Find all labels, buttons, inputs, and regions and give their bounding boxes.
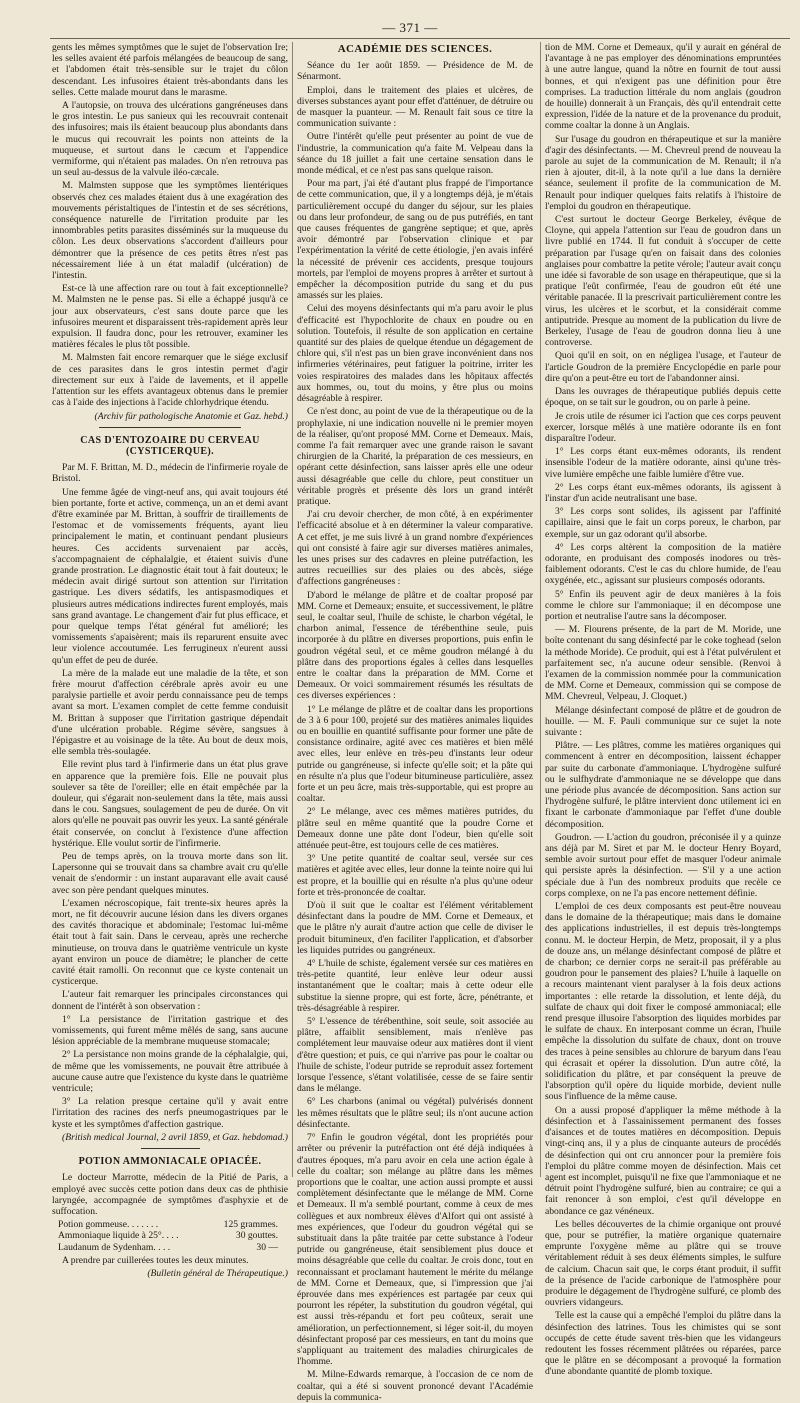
column-middle <box>297 42 533 1403</box>
ingredient: Laudanum de Sydenham. . . . <box>58 1241 171 1253</box>
paragraph: Elle revint plus tard à l'infirmerie dans un état plus grave en apparence que la première fois. Elle ne pouvait plus soulever sa tête de l'oreiller; elle en était empêchée par la douleur, qui s'égarait non-seulement dans la tête, mais aussi dans le cou. Sangsues, soulagement de peu de durée. On vit alors qu'elle ne pouvait pas ouvrir les yeux. La santé générale était conservée, on conclut à l'existence d'une affection hystérique. Elle voulut sortir de l'infirmerie. <box>52 759 288 849</box>
paragraph: Je crois utile de résumer ici l'action que ces corps peuvent exercer, lorsque mêlés à une matière odorante ils en font disparaître l'odeur. <box>545 410 781 444</box>
paragraph: C'est surtout le docteur George Berkeley, évêque de Cloyne, qui appela l'attention sur l'eau de goudron dans un livre publié en 1744. Il fut conduit à s'occuper de cette préparation par l'usage qu'en on faisait dans des colonies anglaises pour combattre la petite vérole; l'auteur avait conçu une idée si favorable de son usage en thérapeutique, que si la pratique l'eût confirmée, l'eau de goudron eût été une véritable panacée. Il la prescrivait particulièrement contre les virus, les ulcères et le scorbut, et la considérait comme antiputride. Presque au moment de la publication du livre de Berkeley, l'usage de l'eau de goudron donna lieu à une controverse. <box>545 214 781 349</box>
section-heading: ACADÉMIE DES SCIENCES. <box>337 43 493 55</box>
dose: 30 gouttes. <box>235 1230 278 1242</box>
paragraph: D'abord le mélange de plâtre et de coaltar proposé par MM. Corne et Demeaux; ensuite, et successivement, le plâtre seul, le coaltar seul, l'huile de schiste, le charbon végétal, le charbon animal, l'essence de térébenthine seule, puis incorporée à du plâtre en diverses proportions, puis enfin le goudron végétal seul, et ce même goudron mélangé à du plâtre dans des proportions égales à celles dans lesquelles entre le coaltar dans la préparation de MM. Corne et Demeaux. Or voici sommairement résumés les résultats de ces diverses expériences : <box>297 589 533 702</box>
header-rule <box>50 38 790 39</box>
section-rule <box>141 1148 200 1149</box>
paragraph: M. Malmsten suppose que les symptômes lientériques observés chez ces malades étaient dus à une exagération des mouvements péristaltiques de l'intestin et de ses sécrétions, conséquence naturelle de l'irritation produite par les innombrables petits parasites disséminés sur la muqueuse du côlon. Les deux observations s'accordent d'ailleurs pour démontrer que la présence de ces petits êtres n'est pas nécessairement liée à un état maladif (ulcération) de l'intestin. <box>52 180 288 282</box>
paragraph: 4° Les corps altèrent la composition de la matière odorante, en produisant des composés inodores ou très-faiblement odorants. C'est le cas du chlore humide, de l'eau oxygénée, etc., agissant sur plusieurs composés odorants. <box>545 541 781 587</box>
prescription <box>52 1219 288 1253</box>
paragraph: 2° Les corps étant eux-mêmes odorants, ils agissent à l'instar d'un acide neutralisant une base. <box>545 481 781 504</box>
paragraph: D'où il suit que le coaltar est l'élément véritablement désinfectant dans la poudre de MM. Corne et Demeaux, et que le plâtre n'y aurait d'autre action que celle de diviser le produit bitumineux, d'en faciliter l'application, et d'absorber les liquides putrides ou gangréneux. <box>297 900 533 956</box>
paragraph: 1° Le mélange de plâtre et de coaltar dans les proportions de 3 à 6 pour 100, projeté sur des matières animales liquides ou en bouillie en quantité suffisante pour former une pâte de consistance ordinaire, agité avec ces matières et bien mêlé avec elles, leur enlève en très-peu d'instants leur odeur putride ou gangréneuse, si infecte qu'elle soit; et la pâte qui en résulte n'a plus que l'odeur bitumineuse particulière, assez forte et un peu âcre, mais très-supportable, qui est propre au coaltar. <box>297 703 533 805</box>
paragraph: 1° Les corps étant eux-mêmes odorants, ils rendent insensible l'odeur de la matière odorante, ainsi qu'une très-vive lumière empêche une faible lumière d'être vue. <box>545 446 781 480</box>
source-citation: (British medical Journal, 2 avril 1859, et Gaz. hebdomad.) <box>62 1131 288 1143</box>
paragraph: Telle est la cause qui a empêché l'emploi du plâtre dans la désinfection des latrines. Tous les chimistes qui se sont occupés de cette étude savent très-bien que les vidangeurs redoutent les fosses récemment plâtrées ou réparées, parce que le plâtre en se décomposant a provoqué la formation d'une abondante quantité de plomb toxique. <box>545 1310 781 1378</box>
paragraph: Pour ma part, j'ai été d'autant plus frappé de l'importance de cette communication, que, il y a longtemps déjà, je m'étais particulièrement occupé du danger du séjour, sur les plaies ou dans leur profondeur, de sang ou de pus putréfiés, en tant que causes fréquentes de gangrène septique; et que, après avoir démontré par l'observation clinique et par l'expérimentation la vérité de cette étiologie, j'en avais inféré la nécessité de prévenir ces accidents, presque toujours mortels, par l'emploi de moyens propres à arrêter et surtout à empêcher la décomposition putride du sang et du pus amassés sur les plaies. <box>297 178 533 302</box>
paragraph: La mère de la malade eut une maladie de la tête, et son frère mourut d'affection cérébrale après avoir eu une paralysie partielle et avoir perdu connaissance peu de temps avant sa mort. L'examen complet de cette femme conduisit M. Brittan à supposer que l'irritation gastrique dépendait d'une ulcération probable. Régime sévère, sangsues à l'épigastre et au voisinage de la tête. Au bout de deux mois, elle sembla très-soulagée. <box>52 667 288 758</box>
paragraph: L'examen nécroscopique, fait trente-six heures après la mort, ne fit découvrir aucune lésion dans les divers organes des cavités thoracique et abdominale; l'estomac lui-même était tout à fait sain. Dans le cerveau, après une recherche minutieuse, on trouva dans le quatrième ventricule un kyste ayant environ un pouce de diamètre; le plancher de cette cavité était ramolli. On reconnut que ce kyste contenait un cysticerque. <box>52 897 288 988</box>
paragraph: Est-ce là une affection rare ou tout à fait exceptionnelle? M. Malmsten ne le pense pas. Si elle a échappé jusqu'à ce jour aux observateurs, c'est sans doute parce que les infusoires meurent et disparaissent très-rapidement après leur expulsion. Il faudra donc, pour les retrouver, examiner les matières fécales le plus tôt possible. <box>52 283 288 351</box>
paragraph: Outre l'intérêt qu'elle peut présenter au point de vue de l'industrie, la communication qu'a faite M. Velpeau dans la séance du 18 juillet a fait une certaine sensation dans le monde médical, et ce n'est pas sans quelque raison. <box>297 131 533 177</box>
paragraph: tion de MM. Corne et Demeaux, qu'il y aurait en général de l'avantage à ne pas employer des dénominations empruntées à une autre langue, quand la nôtre en fournit de tout aussi bonnes, et qui n'exigent pas une définition pour être comprises. La traduction littérale du nom anglais (goudron de houille) donnerait à un Français, dès qu'il entendrait cette expression, l'idée de la nature et de la provenance du produit, comme coaltar la donne à un Anglais. <box>545 42 781 132</box>
paragraph: L'auteur fait remarquer les principales circonstances qui donnent de l'intérêt à son observation : <box>52 989 288 1012</box>
paragraph: Plâtre. — Les plâtres, comme les matières organiques qui commencent à entrer en décomposition, laissent échapper par suite du carbonate d'ammoniaque. L'hydrogène sulfuré ou le sulfhydrate d'ammoniaque ne se développe que dans une période plus avancée de décomposition. Sans action sur l'hydrogène sulfuré, le plâtre intervient donc utilement ici en fixant le carbonate d'ammoniaque par l'effet d'une double décomposition. <box>545 740 781 830</box>
paragraph: 5° L'essence de térébenthine, soit seule, soit associée au plâtre, affaiblit sensiblement, mais n'enlève pas complétement leur mauvaise odeur aux matières dont il vient d'être question; et puis, ce qui n'arrive pas pour le coaltar ou l'huile de schiste, l'odeur putride se reproduit assez fortement lorsque l'essence, s'étant volatilisée, cesse de se faire sentir dans le mélange. <box>297 1016 533 1095</box>
source-citation: (Archiv für pathologische Anatomie et Gaz. hebd.) <box>94 410 288 422</box>
paragraph: 7° Enfin le goudron végétal, dont les propriétés pour arrêter ou prévenir la putréfaction ont été déjà indiquées à d'autres époques, m'a paru avoir en cela une action égale à celle du coaltar; son mélange au plâtre dans les mêmes proportions que le coaltar, une action aussi prompte et aussi complètement désinfectante que le mélange de MM. Corne et Demeaux. Il m'a semblé pourtant, comme à ceux de mes collègues et aux nombreux élèves d'Alfort qui ont assisté à mes expériences, que l'odeur du goudron végétal qui se substituait dans la pâte traitée par cette substance à l'odeur putride ou gangréneuse, était sensiblement plus douce et moins désagréable que celle du coaltar. Je crois donc, tout en reconnaissant et proclamant hautement le mérite du mélange de MM. Corne et Demeaux, que, si l'impression que j'ai éprouvée dans mes expériences est partagée par ceux qui pourront les répéter, la substitution du goudron végétal, qui est aussi très-répandu et fort peu coûteux, serait une amélioration, un perfectionnement, si léger soit-il, du moyen désinfectant proposé par ces messieurs, en tant du moins que s'appliquant au traitement des maladies chirurgicales de l'homme. <box>297 1132 533 1368</box>
paragraph: 6° Les charbons (animal ou végétal) pulvérisés donnent les mêmes résultats que le plâtre seul; ils n'ont aucune action désinfectante. <box>297 1096 533 1130</box>
paragraph: Dans les ouvrages de thérapeutique publiés depuis cette époque, on se tait sur le goudron, ou on parle à peine. <box>545 386 781 409</box>
column-divider <box>292 42 293 1177</box>
paragraph: M. Milne-Edwards remarque, à l'occasion de ce nom de coaltar, qui a été si souvent prononcé devant l'Académie depuis la communica- <box>297 1369 533 1403</box>
paragraph: Celui des moyens désinfectants qui m'a paru avoir le plus d'efficacité est l'hypochlorite de chaux en poudre ou en solution. Toutefois, il résulte de son application en certaine quantité sur des plaies de quelque étendue un dégagement de chlore qui, s'il n'est pas un bien grave inconvénient dans nos infirmeries vétérinaires, peut fatiguer la poitrine, irriter les voies respiratoires des malades dans les hôpitaux affectés aux hommes, ou, tout du moins, y être plus ou moins désagréable à respirer. <box>297 303 533 405</box>
section-rule <box>99 427 241 428</box>
paragraph: 2° La persistance non moins grande de la céphalalgie, qui, de même que les vomissements, ne pouvait être attribuée à aucune cause autre que l'existence du kyste dans le quatrième ventricule; <box>52 1049 288 1095</box>
paragraph: 3° Les corps sont solides, ils agissent par l'affinité capillaire, ainsi que le fait un corps poreux, le charbon, par exemple, sur un gaz odorant qu'il absorbe. <box>545 506 781 540</box>
dose: 125 grammes. <box>223 1219 278 1231</box>
paragraph: A prendre par cuillerées toutes les deux minutes. <box>62 1254 249 1266</box>
prescription-line <box>52 1242 288 1253</box>
paragraph: 5° Enfin ils peuvent agir de deux manières à la fois comme le chlore sur l'ammoniaque; il en décompose une portion et neutralise l'autre sans la décomposer. <box>545 588 781 622</box>
paragraph: Sur l'usage du goudron en thérapeutique et sur la manière d'agir des désinfectants. — M. Chevreul prend de nouveau la parole au sujet de la communication de M. Renault; il n'a rien à ajouter, dit-il, à la note qu'il a lue dans la dernière séance, seulement il profite de la communication de M. Renault pour indiquer quelques faits relatifs à l'histoire de l'emploi du goudron en thérapeutique. <box>545 133 781 212</box>
ingredient: Potion gommeuse. . . . . . . <box>58 1219 159 1231</box>
column-right <box>545 42 781 1378</box>
paragraph: Une femme âgée de vingt-neuf ans, qui avait toujours été bien portante, forte et active, commença, un an et demi avant d'être examinée par M. Brittan, à souffrir de tiraillements de l'estomac et de vomissements fréquents, ayant lieu principalement le matin, et continuant pendant plusieurs heures. Ces accidents survenaient par accès, s'accompagnaient de céphalalgie, et étaient suivis d'une grande prostration. Le diagnostic était tout à fait douteux; le médecin avait dirigé surtout son attention sur l'irritation gastrique. Les divers sédatifs, les antispasmodiques et plusieurs autres médications indirectes furent employés, mais sans grand avantage. Le changement d'air fut plus efficace, et pour quelque temps l'état général fut amélioré; les vomissements s'apaisèrent; mais ils reparurent ensuite avec leur violence accoutumée. Les ferrugineux n'eurent aussi qu'un effet de peu de durée. <box>52 486 288 666</box>
paragraph: L'emploi de ces deux composants est peut-être nouveau dans le domaine de la thérapeutique; mais dans le domaine des applications industrielles, il est depuis très-longtemps connu. M. le docteur Herpin, de Metz, proposait, il y a plus de douze ans, un mélange désinfectant composé de plâtre et de charbon; ce dernier corps ne serait-il pas préférable au goudron pour le pansement des plaies? L'huile à laquelle on a recours maintenant vient paralyser à la fois deux actions importantes : elle retarde la dissolution, et lente déjà, du sulfate de chaux qui doit fixer le composé ammoniacal; elle rend presque illusoire l'absorption des liquides morbides par le sulfate de chaux. En interposant comme un écran, l'huile empêche la dissolution du sulfate de chaux, dont on trouve des traces à peine sensibles au chlorure de baryum dans l'eau qui écrasait et opérer la dissolution. D'un autre côté, la solidification du plâtre, et par conséquent la preuve de l'absorption qu'il opère du liquide morbide, devient nulle sous l'influence de la même cause. <box>545 901 781 1103</box>
dose: 30 — <box>256 1241 278 1253</box>
source-citation: (Bulletin général de Thérapeutique.) <box>147 1267 288 1279</box>
paragraph: M. Malmsten fait encore remarquer que le siége exclusif de ces parasites dans le gros intestin permet d'agir directement sur eux à l'aide de lavements, et il appelle l'attention sur les effets avantageux obtenus dans le premier cas à l'aide des injections à l'acide chlorhydrique étendu. <box>52 352 288 409</box>
session-line: Séance du 1er août 1859. — Présidence de M. de Sénarmont. <box>297 60 533 83</box>
paragraph: Ce n'est donc, au point de vue de la thérapeutique ou de la prophylaxie, ni une indication nouvelle ni le premier moyen de la réaliser, qu'ont proposé MM. Corne et Demeaux. Mais, comme l'a fait remarquer avec une grande raison le savant chirurgien de la Charité, la préparation de ces messieurs, en opérant cette désinfection, sans laisser après elle une odeur aussi désagréable que celle du chlore, peut constituer un véritable progrès et présente dès lors un grand intérêt pratique. <box>297 406 533 507</box>
paragraph: Goudron. — L'action du goudron, préconisée il y a quinze ans déjà par M. Siret et par M. le docteur Henry Boyard, semble avoir surtout pour effet de masquer l'odeur animale qui persiste après la désinfection. — S'il y a une action spéciale due à l'un des nombreux produits que recèle ce corps complexe, on ne l'a pas encore nettement définie. <box>545 831 781 899</box>
ingredient: Ammoniaque liquide à 25°. . . . <box>58 1230 179 1242</box>
paragraph: Emploi, dans le traitement des plaies et ulcères, de diverses substances ayant pour effet d'atténuer, de détruire ou de masquer la puanteur. — M. Renault fait sous ce titre la communication suivante : <box>297 84 533 130</box>
paragraph: Les belles découvertes de la chimie organique ont prouvé que, pour se putréfier, la matière organique quaternaire emprunte l'oxygène même au plâtre qui se trouve véritablement réduit à ses deux éléments simples, le sulfure de calcium. Chacun sait que, le corps étant produit, il suffit de la présence de l'acide carbonique de l'atmosphère pour produire le dégagement de l'hydrogène sulfuré, ce plomb des ouvriers vidangeurs. <box>545 1218 781 1309</box>
paragraph: Quoi qu'il en soit, on en négligea l'usage, et l'auteur de l'article Goudron de la première Encyclopédie en parle pour dire qu'on a peut-être eu tort de l'abandonner ainsi. <box>545 350 781 384</box>
article-heading: POTION AMMONIACALE OPIACÉE. <box>78 1156 262 1168</box>
article-byline: Par M. F. Brittan, M. D., médecin de l'infirmerie royale de Bristol. <box>52 462 288 485</box>
paragraph: J'ai cru devoir chercher, de mon côté, à en expérimenter l'efficacité absolue et à en déterminer la valeur comparative. A cet effet, je me suis livré à un grand nombre d'expériences qui ont consisté à faire agir sur diverses matières animales, les unes prises sur des cadavres en pleine putréfaction, les autres recueillies sur des plaies ou des abcès, siége d'affections gangréneuses : <box>297 509 533 588</box>
prescription-line <box>52 1219 288 1230</box>
page-number: — 371 — <box>382 20 438 35</box>
paragraph: 2° Le mélange, avec ces mêmes matières putrides, du plâtre seul en même quantité que la poudre Corne et Demeaux donne une pâte dont l'odeur, bien qu'elle soit atténuée peut-être, est toujours celle de ces matières. <box>297 806 533 852</box>
column-left <box>52 42 288 1279</box>
paragraph: A l'autopsie, on trouva des ulcérations gangréneuses dans le gros intestin. Le pus sanieux qui les recouvrait contenait des infusoires; mais ils étaient beaucoup plus abondants dans le mucus qui recouvrait les points non atteints de la muqueuse, et surtout dans le cæcum et l'appendice vermiforme, qui n'étaient pas malades. On n'en retrouva pas un seul au-dessus de la valvule iléo-cæcale. <box>52 100 288 179</box>
paragraph: Le docteur Marrotte, médecin de la Pitié de Paris, a employé avec succès cette potion dans deux cas de phthisie laryngée, accompagnée de symptômes d'asphyxie et de suffocation. <box>52 1172 288 1217</box>
paragraph: 4° L'huile de schiste, également versée sur ces matières en très-petite quantité, leur enlève leur odeur aussi instantanément que le coaltar; mais à cette odeur elle substitue la sienne propre, qui est forte, âcre, pénétrante, et très-désagréable à respirer. <box>297 958 533 1014</box>
prescription-line <box>52 1230 288 1241</box>
paragraph: 3° La relation presque certaine qu'il y avait entre l'irritation des racines des nerfs pneumogastriques par le kyste et les symptômes d'affection gastrique. <box>52 1096 288 1130</box>
paragraph: Mélange désinfectant composé de plâtre et de goudron de houille. — M. F. Pauli communique sur ce sujet la note suivante : <box>545 704 781 738</box>
paragraph: 1° La persistance de l'irritation gastrique et des vomissements, qui furent même mêlés de sang, sans aucune lésion appréciable de la membrane muqueuse stomacale; <box>52 1013 288 1048</box>
paragraph: gents les mêmes symptômes que le sujet de l'observation Ire; les selles avaient été parfois mélangées de beaucoup de sang, et l'abdomen était très-sensible sur le trajet du côlon descendant. Les infusoires étaient très-abondants dans les selles. Cette malade mourut dans le marasme. <box>52 42 288 98</box>
paragraph: Peu de temps après, on la trouva morte dans son lit. Lapersonne qui se trouvait dans sa chambre avait cru qu'elle venait de s'endormir : un instant auparavant elle avait causé avec son père pendant quelques minutes. <box>52 851 288 896</box>
column-divider <box>540 42 541 1177</box>
article-heading: CAS D'ENTOZOAIRE DU CERVEAU (CYSTICERQUE). <box>80 434 260 457</box>
paragraph: On a aussi proposé d'appliquer la même méthode à la désinfection et à l'assainissement permanent des fosses d'aisances et de toutes matières en décomposition. Depuis vingt-cinq ans, il y a plus de cinquante auteurs de procédés de désinfection qui ont cru annoncer pour la première fois l'emploi du plâtre comme moyen de désinfection. Mais cet agent est incomplet, puisqu'il ne fixe que l'ammoniaque et ne détruit point l'hydrogène sulfuré, bien au contraire; ce qui a fait renoncer à son emploi, c'est qu'il développe en abondance ce gaz vénéneux. <box>545 1104 781 1217</box>
paragraph: 3° Une petite quantité de coaltar seul, versée sur ces matières et agitée avec elles, leur donne la teinte noire qui lui est propre, et la bouillie qui en résulte n'a plus qu'une odeur forte et très-prononcée de coaltar. <box>297 853 533 898</box>
paragraph: — M. Flourens présente, de la part de M. Moride, une boîte contenant du sang désinfecté par le coke toghead (selon la méthode Moride). Ce produit, qui est à l'état pulvérulent et parfaitement sec, n'a aucune odeur sensible. (Renvoi à l'examen de la commission nommée pour la communication de MM. Corne et Demeaux, commission qui se compose de MM. Chevreul, Velpeau, J. Cloquet.) <box>545 624 781 703</box>
